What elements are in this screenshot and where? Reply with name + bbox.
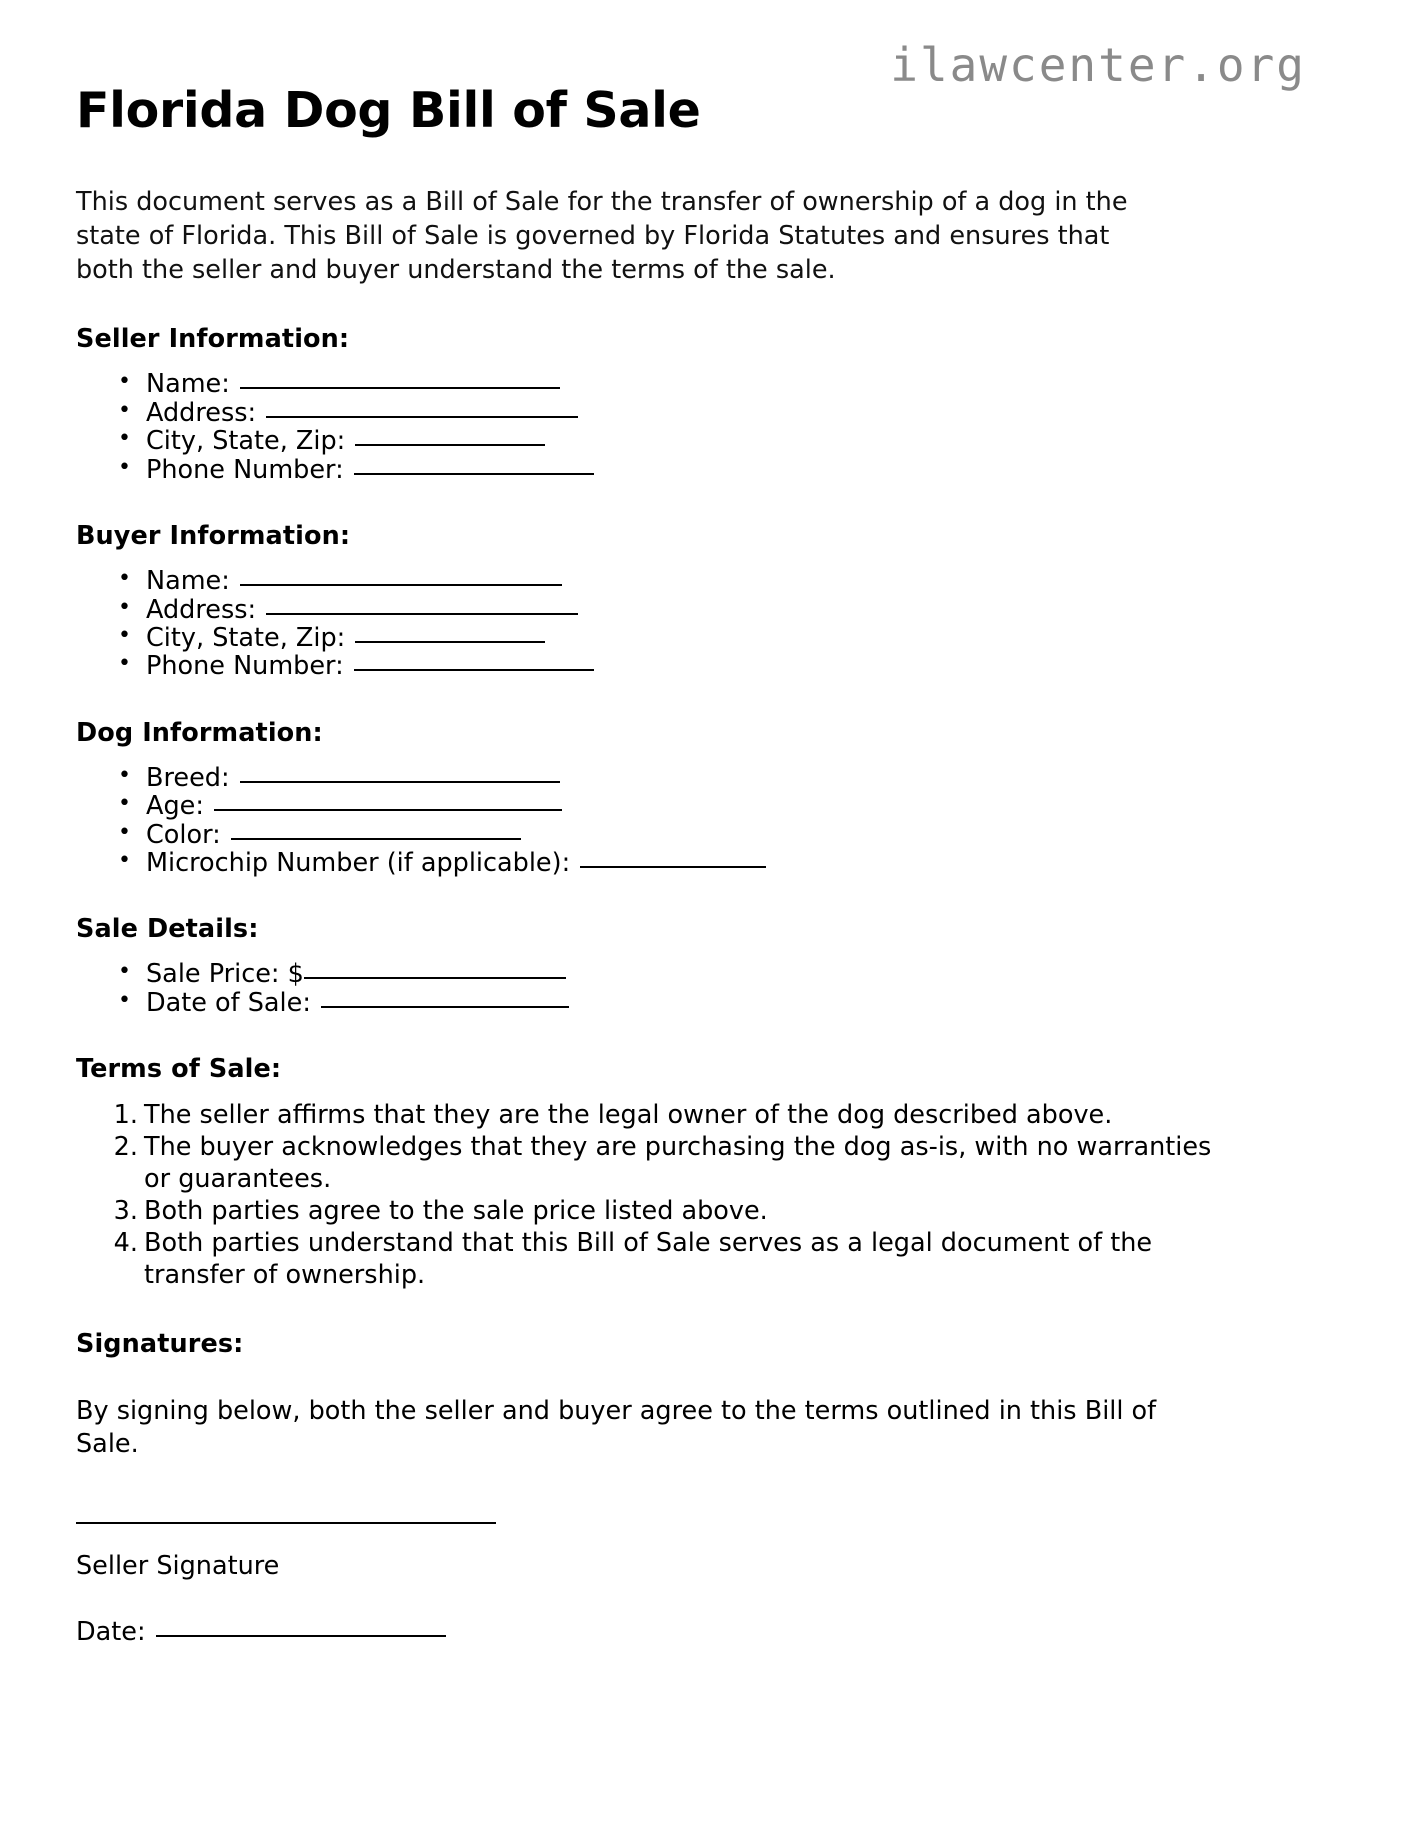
fill-line-dog-microchip[interactable] <box>580 866 766 868</box>
signature-paragraph: By signing below, both the seller and buyer agree to the terms outlined in this Bill of Sale. <box>76 1395 1157 1460</box>
list-item <box>146 960 1336 988</box>
list-item: Both parties agree to the sale price listed above. <box>144 1195 768 1226</box>
field-label: Address: <box>146 594 257 625</box>
signature-date-label: Date: <box>76 1616 146 1647</box>
buyer-field-list <box>76 551 1336 681</box>
field-label: Breed: <box>146 762 230 793</box>
field-label: City, State, Zip: <box>146 426 346 457</box>
field-label: Date of Sale: <box>146 987 311 1018</box>
list-item <box>146 596 1336 624</box>
fill-line-date-of-sale[interactable] <box>321 1006 569 1008</box>
field-label: Name: <box>146 566 230 597</box>
fill-line-sale-price[interactable] <box>304 977 566 979</box>
field-label: Phone Number: <box>146 651 344 682</box>
list-item <box>146 764 1336 792</box>
seller-signature-label: Seller Signature <box>76 1550 280 1581</box>
fill-line-signature-date[interactable] <box>156 1635 446 1637</box>
field-label: City, State, Zip: <box>146 622 346 653</box>
section-heading-signatures: Signatures: <box>76 1328 244 1359</box>
section-heading-sale-details: Sale Details: <box>76 914 259 945</box>
signature-date-row <box>76 1581 1336 1647</box>
section-heading-buyer: Buyer Information: <box>76 521 351 552</box>
terms-list <box>76 1084 1224 1291</box>
section-heading-terms: Terms of Sale: <box>76 1054 282 1085</box>
fill-line-buyer-name[interactable] <box>240 584 562 586</box>
list-item <box>146 624 1336 652</box>
fill-line-dog-breed[interactable] <box>240 781 560 783</box>
page-title: Florida Dog Bill of Sale <box>76 82 701 139</box>
list-item: The seller affirms that they are the legal owner of the dog described above. <box>144 1100 1113 1131</box>
list-item <box>146 821 1336 849</box>
list-item <box>146 849 1336 877</box>
field-label: Sale Price: $ <box>146 959 304 990</box>
field-label: Name: <box>146 369 230 400</box>
list-item <box>146 652 1336 680</box>
fill-line-seller-phone[interactable] <box>354 473 594 475</box>
fill-line-seller-city-state-zip[interactable] <box>355 444 545 446</box>
section-heading-dog: Dog Information: <box>76 717 323 748</box>
list-item <box>146 989 1336 1017</box>
field-label: Microchip Number (if applicable): <box>146 848 571 879</box>
list-item <box>146 792 1336 820</box>
fill-line-dog-color[interactable] <box>231 838 521 840</box>
field-label: Color: <box>146 819 221 850</box>
fill-line-buyer-city-state-zip[interactable] <box>355 641 545 643</box>
list-item <box>146 456 1336 484</box>
section-heading-seller: Seller Information: <box>76 324 350 355</box>
seller-field-list <box>76 354 1336 484</box>
intro-paragraph: This document serves as a Bill of Sale for the transfer of ownership of a dog in the state of Florida. This Bill of Sale is governed by Florida Statutes and ensures that both the seller and buyer understand the terms of the sale. <box>76 187 1128 285</box>
list-item <box>146 370 1336 398</box>
list-item <box>146 399 1336 427</box>
fill-line-dog-age[interactable] <box>214 809 562 811</box>
field-label: Address: <box>146 397 257 428</box>
list-item: Both parties understand that this Bill of Sale serves as a legal document of the transfer of ownership. <box>144 1227 1153 1290</box>
sale-details-field-list <box>76 944 1336 1017</box>
dog-field-list <box>76 748 1336 878</box>
document-content <box>76 0 1336 1647</box>
fill-line-seller-name[interactable] <box>240 387 560 389</box>
fill-line-seller-address[interactable] <box>266 416 578 418</box>
list-item <box>146 567 1336 595</box>
field-label: Age: <box>146 791 204 822</box>
field-label: Phone Number: <box>146 454 344 485</box>
fill-line-buyer-phone[interactable] <box>354 669 594 671</box>
fill-line-buyer-address[interactable] <box>266 613 578 615</box>
list-item: The buyer acknowledges that they are purchasing the dog as-is, with no warranties or guarantees. <box>144 1132 1212 1195</box>
list-item <box>146 427 1336 455</box>
site-watermark: ilawcenter.org <box>890 38 1306 92</box>
